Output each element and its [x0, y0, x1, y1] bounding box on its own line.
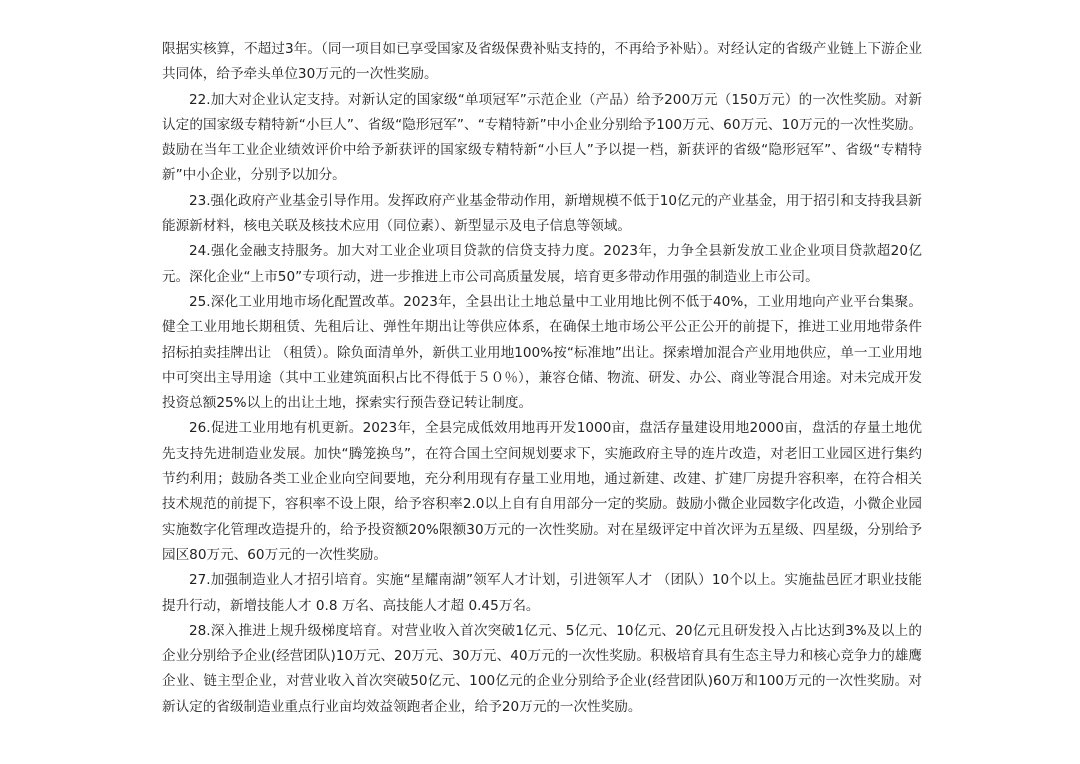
- paragraph-item-22: 22.加大对企业认定支持。对新认定的国家级“单项冠军”示范企业（产品）给予200万元（150万元）的一次性奖励。对新认定的国家级专精特新“小巨人”、省级“隐形冠军”、“专精特新”中小企业分别给予100万元、60万元、10万元的一次性奖励。鼓励在当年工业企业绩效评价中给予新获评的国家级专精特新“小巨人”予以提一档，新获评的省级“隐形冠军”、省级“专精特新”中小企业，分别予以加分。: [162, 91, 922, 184]
- paragraph-item-26: 26.促进工业用地有机更新。2023年，全县完成低效用地再开发1000亩，盘活存量建设用地2000亩，盘活的存量土地优先支持先进制造业发展。加快“腾笼换鸟”，在符合国土空间规划要求下，实施政府主导的连片改造，对老旧工业园区进行集约节约利用；鼓励各类工业企业向空间要地，充分利用现有存量工业用地，通过新建、改建、扩建厂房提升容积率，在符合相关技术规范的前提下，容积率不设上限，给予容积率2.0以上自有自用部分一定的奖励。鼓励小微企业园数字化改造，小微企业园实施数字化管理改造提升的，给予投资额20%限额30万元的一次性奖励。对在星级评定中首次评为五星级、四星级，分别给予园区80万元、60万元的一次性奖励。: [162, 420, 922, 563]
- paragraph-item-27: 27.加强制造业人才招引培育。实施“星耀南湖”领军人才计划，引进领军人才 （团队）10个以上。实施盐邑匠才职业技能提升行动，新增技能人才 0.8 万名、高技能人才超 0.45万名。: [162, 572, 922, 614]
- document-page: [162, 37, 922, 720]
- paragraph-item-28: 28.深入推进上规升级梯度培育。对营业收入首次突破1亿元、5亿元、10亿元、20亿元且研发投入占比达到3%及以上的企业分别给予企业(经营团队)10万元、20万元、30万元、40万元的一次性奖励。积极培育具有生态主导力和核心竞争力的雄鹰企业、链主型企业，对营业收入首次突破50亿元、100亿元的企业分别给予企业(经营团队)60万和100万元的一次性奖励。对新认定的省级制造业重点行业亩均效益领跑者企业，给予20万元的一次性奖励。: [162, 622, 922, 715]
- paragraph-item-23: 23.强化政府产业基金引导作用。发挥政府产业基金带动作用，新增规模不低于10亿元的产业基金，用于招引和支持我县新能源新材料，核电关联及核技术应用（同位素）、新型显示及电子信息等领域。: [162, 192, 922, 235]
- paragraph-item-25: 25.深化工业用地市场化配置改革。2023年，全县出让土地总量中工业用地比例不低于40%，工业用地向产业平台集聚。健全工业用地长期租赁、先租后让、弹性年期出让等供应体系，在确保土地市场公平公正公开的前提下，推进工业用地带条件招标拍卖挂牌出让 （租赁）。除负面清单外，新供工业用地100%按“标准地”出让。探索增加混合产业用地供应，单一工业用地中可突出主导用途（其中工业建筑面积占比不得低于５０％），兼容仓储、物流、研发、办公、商业等混合用途。对未完成开发投资总额25%以上的出让土地，探索实行预告登记转让制度。: [162, 293, 922, 412]
- paragraph-item-24: 24.强化金融支持服务。加大对工业企业项目贷款的信贷支持力度。2023年，力争全县新发放工业企业项目贷款超20亿元。深化企业“上市50”专项行动，进一步推进上市公司高质量发展，培育更多带动作用强的制造业上市公司。: [162, 243, 922, 285]
- paragraph-continuation: 限据实核算，不超过3年。（同一项目如已享受国家及省级保费补贴支持的，不再给予补贴）。对经认定的省级产业链上下游企业共同体，给予牵头单位30万元的一次性奖励。: [162, 41, 922, 83]
